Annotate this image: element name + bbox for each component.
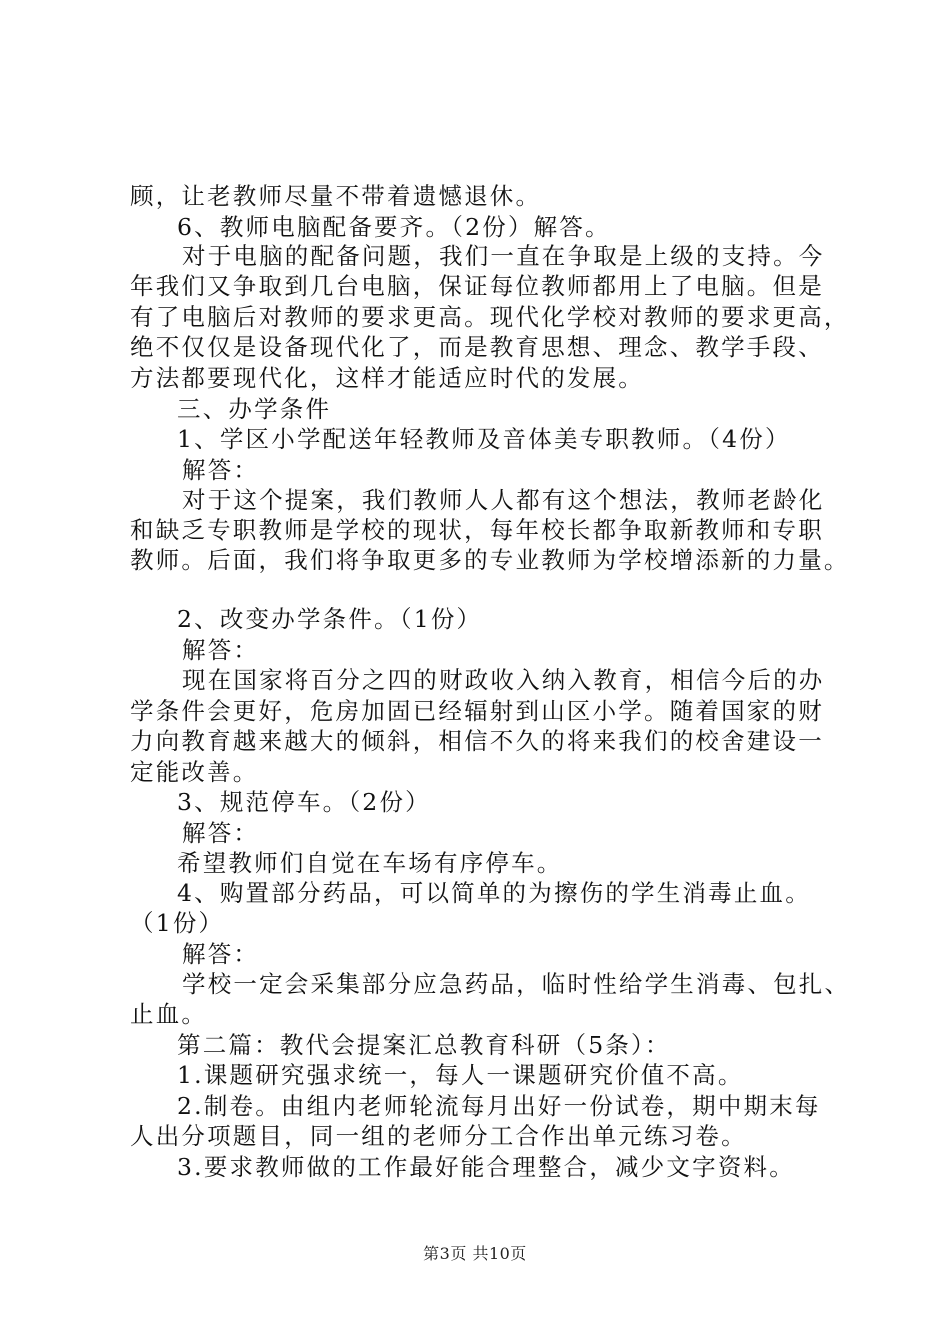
text-line: 解答： [182, 940, 260, 968]
text-line: 2.制卷。由组内老师轮流每月出好一份试卷，期中期末每 [177, 1092, 821, 1120]
text-line: 2、改变办学条件。（1份） [177, 605, 483, 633]
text-line: 对于电脑的配备问题，我们一直在争取是上级的支持。今 [182, 242, 825, 270]
text-line: 顾，让老教师尽量不带着遗憾退休。 [130, 182, 542, 210]
text-line: 1.课题研究强求统一，每人一课题研究价值不高。 [177, 1061, 744, 1089]
text-line: 年我们又争取到几台电脑，保证每位教师都用上了电脑。但是 [130, 272, 824, 300]
section-heading: 三、办学条件 [177, 395, 332, 423]
text-line: 学条件会更好，危房加固已经辐射到山区小学。随着国家的财 [130, 697, 824, 725]
text-line: 6、教师电脑配备要齐。（2份）解答。 [177, 213, 611, 241]
text-line: 对于这个提案，我们教师人人都有这个想法，教师老龄化 [182, 486, 825, 514]
text-line: 绝不仅仅是设备现代化了，而是教育思想、理念、教学手段、 [130, 333, 824, 361]
text-line: 解答： [182, 636, 260, 664]
text-line: 方法都要现代化，这样才能适应时代的发展。 [130, 364, 644, 392]
text-line: （1份） [130, 909, 225, 937]
page-number-footer: 第3页 共10页 [423, 1244, 527, 1263]
text-line: 和缺乏专职教师是学校的现状，每年校长都争取新教师和专职 [130, 516, 824, 544]
text-line: 3.要求教师做的工作最好能合理整合，减少文字资料。 [177, 1153, 795, 1181]
text-line: 学校一定会采集部分应急药品，临时性给学生消毒、包扎、 [182, 970, 851, 998]
text-line: 4、购置部分药品，可以简单的为擦伤的学生消毒止血。 [177, 879, 811, 907]
text-line: 有了电脑后对教师的要求更高。现代化学校对教师的要求更高， [130, 303, 850, 331]
text-line: 希望教师们自觉在车场有序停车。 [177, 849, 563, 877]
text-line: 现在国家将百分之四的财政收入纳入教育，相信今后的办 [182, 666, 825, 694]
text-line: 定能改善。 [130, 758, 259, 786]
text-line: 力向教育越来越大的倾斜，相信不久的将来我们的校舍建设一 [130, 727, 824, 755]
text-line: 人出分项题目，同一组的老师分工合作出单元练习卷。 [130, 1122, 747, 1150]
text-line: 止血。 [130, 1000, 208, 1028]
text-line: 教师。后面，我们将争取更多的专业教师为学校增添新的力量。 [130, 546, 850, 574]
text-line: 解答： [182, 819, 260, 847]
section-heading: 第二篇：教代会提案汇总教育科研（5条）： [177, 1031, 671, 1059]
text-line: 1、学区小学配送年轻教师及音体美专职教师。（4份） [177, 425, 791, 453]
text-line: 解答： [182, 456, 260, 484]
text-line: 3、规范停车。（2份） [177, 788, 431, 816]
